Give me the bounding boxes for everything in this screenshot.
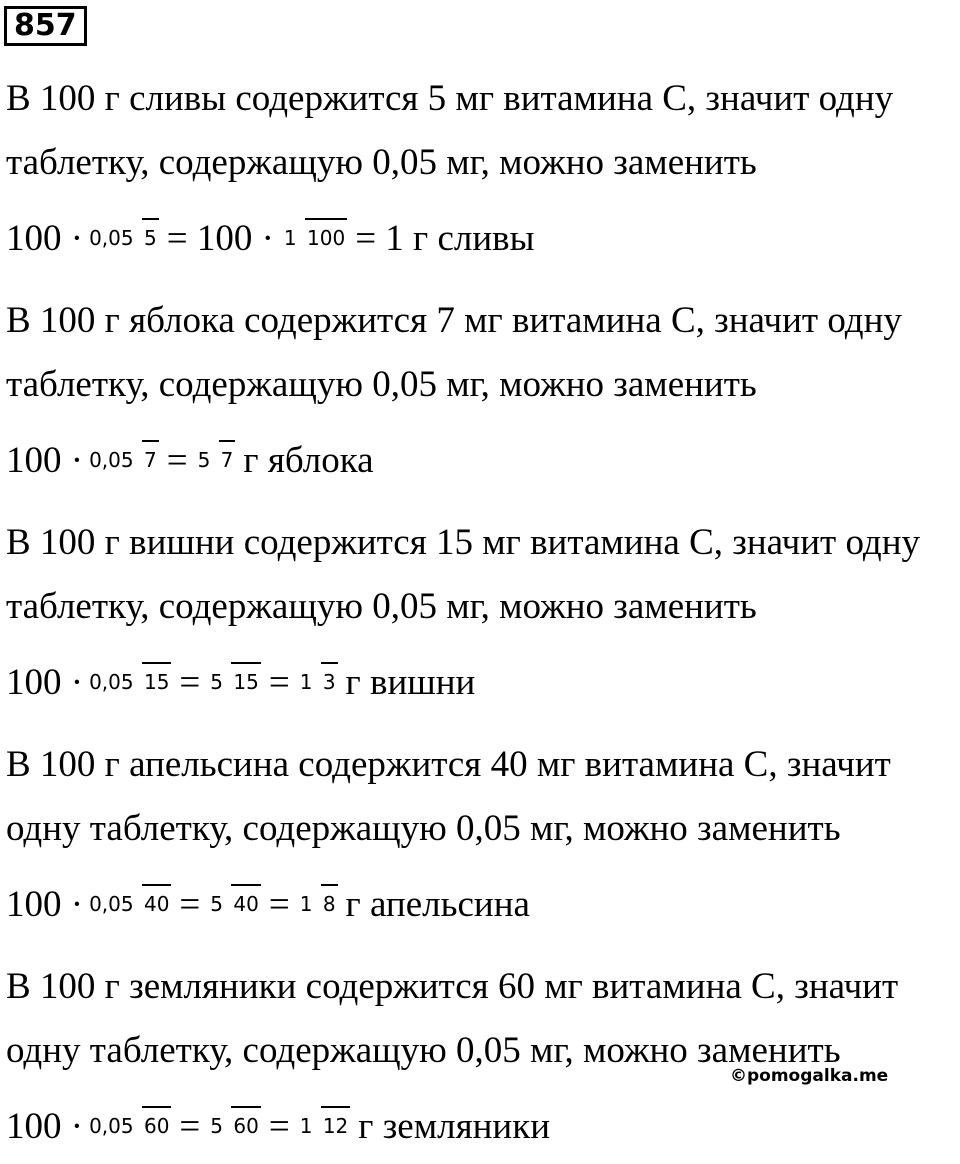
text-line: таблетку, содержащую 0,05 мг, можно заменить (6, 586, 757, 627)
equation-result: г земляники (358, 1105, 551, 1147)
fraction (282, 228, 347, 248)
text-line: В 100 г земляники содержится 60 мг витамина С, значит (6, 966, 899, 1007)
denominator: 60 (142, 1106, 171, 1138)
numerator: 1 (283, 226, 297, 250)
equation-operator: = (268, 1105, 290, 1147)
denominator: 5 (142, 218, 159, 250)
fraction (208, 1116, 261, 1136)
text-line: В 100 г вишни содержится 15 мг витамина С, значит одну (6, 522, 921, 563)
numerator: 5 (210, 892, 224, 916)
numerator: 5 (210, 1114, 224, 1138)
fraction (87, 894, 171, 914)
numerator: 0,05 (89, 1114, 134, 1138)
equation-result: г яблока (243, 439, 374, 481)
text-line: таблетку, содержащую 0,05 мг, можно заменить (6, 142, 757, 183)
equation-lead: 100 · (6, 661, 84, 703)
equation-operator: = 100 · (166, 217, 274, 259)
equation-operator: = (179, 883, 201, 925)
fraction (298, 1116, 351, 1136)
equation-lead: 100 · (6, 1105, 84, 1147)
numerator: 5 (197, 448, 211, 472)
equation-operator: = (166, 439, 188, 481)
equation (6, 866, 534, 942)
denominator: 8 (321, 884, 338, 916)
denominator: 15 (231, 662, 260, 694)
denominator: 3 (321, 662, 338, 694)
equation (6, 422, 378, 498)
text-line: одну таблетку, содержащую 0,05 мг, можно заменить (6, 808, 841, 849)
equation (6, 1088, 554, 1164)
equation-operator: = (268, 883, 290, 925)
equation-result: г апельсина (345, 883, 530, 925)
denominator: 15 (142, 662, 171, 694)
numerator: 1 (299, 892, 313, 916)
denominator: 7 (219, 440, 236, 472)
numerator: 5 (210, 670, 224, 694)
text-line: В 100 г сливы содержится 5 мг витамина С, значит одну (6, 78, 894, 119)
text-line: В 100 г апельсина содержится 40 мг витамина С, значит (6, 744, 891, 785)
fraction (87, 1116, 171, 1136)
watermark: ©pomogalka.me (730, 1066, 889, 1086)
fraction (87, 672, 171, 692)
denominator: 40 (142, 884, 171, 916)
fraction (208, 672, 261, 692)
fraction (87, 450, 159, 470)
equation-operator: = (179, 661, 201, 703)
fraction (196, 450, 236, 470)
fraction (208, 894, 261, 914)
denominator: 60 (231, 1106, 260, 1138)
numerator: 1 (299, 1114, 313, 1138)
equation-operator: = (268, 661, 290, 703)
equation (6, 644, 479, 720)
denominator: 100 (305, 218, 347, 250)
equation-operator: = (179, 1105, 201, 1147)
text-line: В 100 г яблока содержится 7 мг витамина С, значит одну (6, 300, 902, 341)
fraction (298, 672, 338, 692)
numerator: 0,05 (89, 670, 134, 694)
numerator: 1 (299, 670, 313, 694)
equation-lead: 100 · (6, 439, 84, 481)
denominator: 7 (142, 440, 159, 472)
denominator: 12 (321, 1106, 350, 1138)
equation (6, 200, 539, 276)
numerator: 0,05 (89, 226, 134, 250)
equation-lead: 100 · (6, 883, 84, 925)
fraction (298, 894, 338, 914)
text-line: таблетку, содержащую 0,05 мг, можно заменить (6, 364, 757, 405)
text-line: одну таблетку, содержащую 0,05 мг, можно заменить (6, 1030, 841, 1071)
numerator: 0,05 (89, 448, 134, 472)
numerator: 0,05 (89, 892, 134, 916)
equation-lead: 100 · (6, 217, 84, 259)
denominator: 40 (231, 884, 260, 916)
equation-result: г вишни (345, 661, 476, 703)
equation-result: = 1 г сливы (355, 217, 535, 259)
problem-number: 857 (4, 6, 87, 46)
fraction (87, 228, 159, 248)
